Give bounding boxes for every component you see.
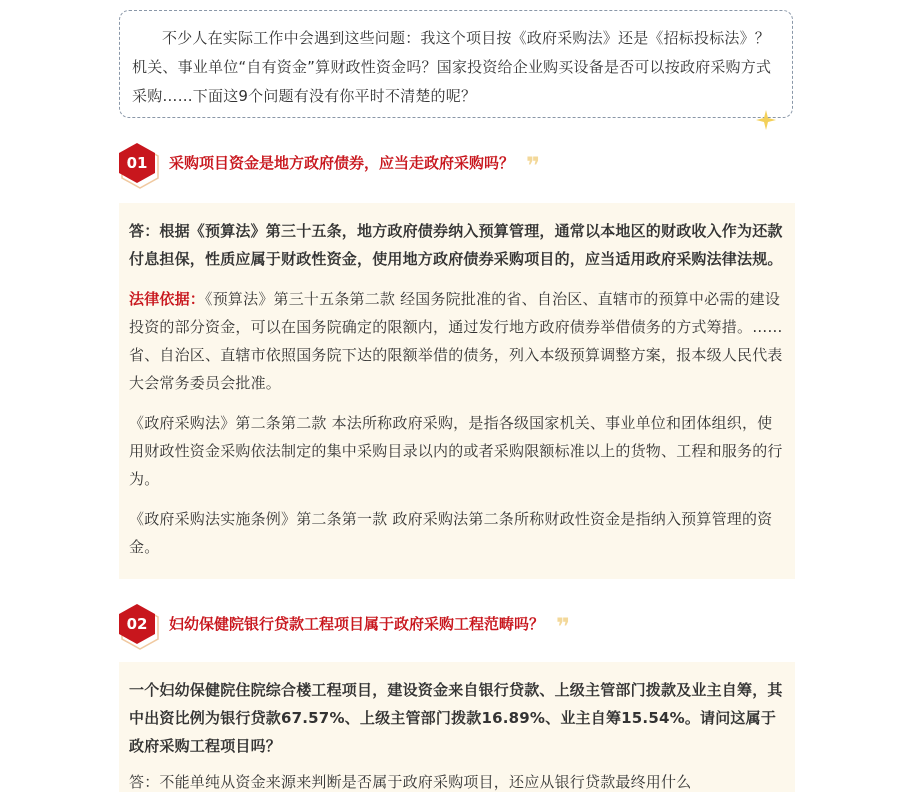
- answer-text: 答：不能单纯从资金来源来判断是否属于政府采购项目，还应从银行贷款最终用什么: [129, 773, 692, 791]
- answer-box-01: [119, 203, 795, 579]
- law-paragraph-3: 《政府采购法实施条例》第二条第一款 政府采购法第二条所称财政性资金是指纳入预算管理的资金。: [129, 510, 773, 556]
- question-text: 一个妇幼保健院住院综合楼工程项目，建设资金来自银行贷款、上级主管部门拨款及业主自筹，其中出资比例为银行贷款67.57%、上级主管部门拨款16.89%、业主自筹15.54%。请问这属于政府采购工程项目吗？: [129, 681, 783, 755]
- intro-text: 不少人在实际工作中会遇到这些问题：我这个项目按《政府采购法》还是《招标投标法》？机关、事业单位“自有资金”算财政性资金吗？国家投资给企业购买设备是否可以按政府采购方式采购……下面这9个问题有没有你平时不清楚的呢？: [132, 29, 772, 105]
- section-title: 采购项目资金是地方政府债券，应当走政府采购吗？ ❞: [169, 152, 537, 180]
- section-title: 妇幼保健院银行贷款工程项目属于政府采购工程范畴吗？ ❞: [169, 613, 567, 641]
- quote-icon: ❞: [556, 613, 567, 641]
- law-paragraph-2: 《政府采购法》第二条第二款 本法所称政府采购，是指各级国家机关、事业单位和团体组织，使用财政性资金采购依法制定的集中采购目录以内的或者采购限额标准以上的货物、工程和服务的行为。: [129, 414, 783, 488]
- answer-box-02: [119, 662, 795, 792]
- law-basis-label: 法律依据：: [129, 290, 206, 308]
- section-number: 01: [126, 154, 148, 172]
- section-header-02: [119, 604, 799, 648]
- hexagon-number-badge: [119, 143, 159, 187]
- answer-text: 答：根据《预算法》第三十五条，地方政府债券纳入预算管理，通常以本地区的财政收入作为还款付息担保，性质应属于财政性资金，使用地方政府债券采购项目的，应当适用政府采购法律法规。: [129, 222, 783, 268]
- law-basis-text: 《预算法》第三十五条第二款 经国务院批准的省、自治区、直辖市的预算中必需的建设投资的部分资金，可以在国务院确定的限额内，通过发行地方政府债券举借债务的方式筹措。……省、自治区、直辖市依照国务院下达的限额举借的债务，列入本级预算调整方案，报本级人民代表大会常务委员会批准。: [129, 290, 783, 392]
- quote-icon: ❞: [526, 152, 537, 180]
- section-number: 02: [126, 615, 148, 633]
- intro-box: [119, 10, 793, 118]
- hexagon-number-badge: [119, 604, 159, 648]
- law-basis-paragraph: [129, 285, 785, 397]
- sparkle-icon: [756, 110, 776, 130]
- section-header-01: [119, 143, 799, 187]
